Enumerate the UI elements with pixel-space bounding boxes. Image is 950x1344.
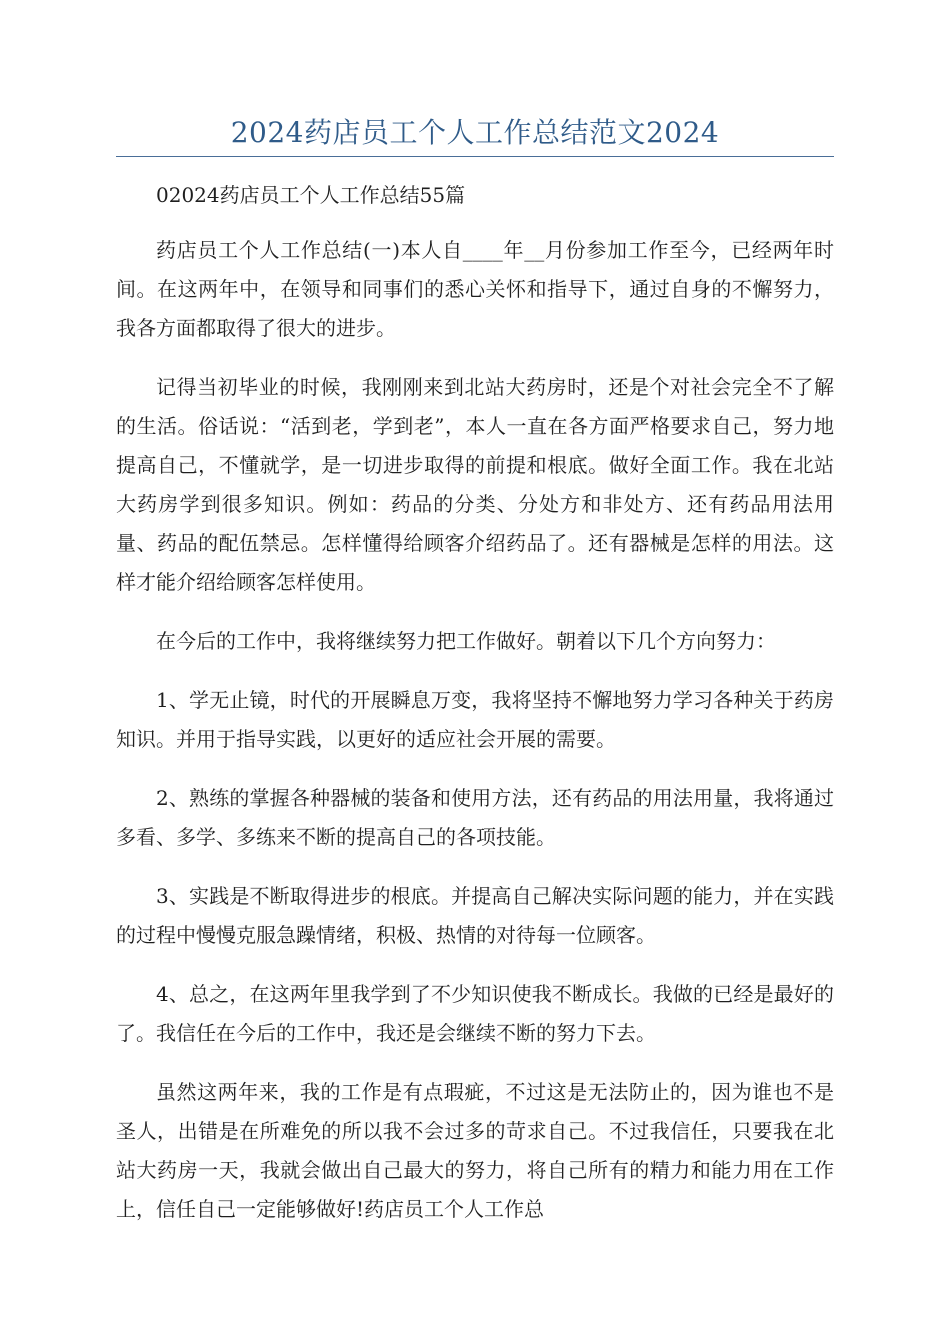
- paragraph-conclusion: 虽然这两年来，我的工作是有点瑕疵，不过这是无法防止的，因为谁也不是圣人，出错是在所难免的所以我不会过多的苛求自己。不过我信任，只要我在北站大药房一天，我就会做出自己最大的努力，将自己所有的精力和能力用在工作上，信任自己一定能够做好!药店员工个人工作总: [116, 1080, 834, 1221]
- paragraph-point-1: 1、学无止镜，时代的开展瞬息万变，我将坚持不懈地努力学习各种关于药房知识。并用于指导实践，以更好的适应社会开展的需要。: [116, 688, 834, 751]
- document-title: 2024药店员工个人工作总结范文2024: [230, 116, 720, 149]
- document-body: [116, 176, 834, 1249]
- paragraph-point-4: 4、总之，在这两年里我学到了不少知识使我不断成长。我做的已经是最好的了。我信任在今后的工作中，我还是会继续不断的努力下去。: [116, 982, 834, 1045]
- title-block: [116, 112, 834, 157]
- paragraph-point-2: 2、熟练的掌握各种器械的装备和使用方法，还有药品的用法用量，我将通过多看、多学、多练来不断的提高自己的各项技能。: [116, 786, 834, 849]
- paragraph-memory: 记得当初毕业的时候，我刚刚来到北站大药房时，还是个对社会完全不了解的生活。俗话说：“活到老，学到老”，本人一直在各方面严格要求自己，努力地提高自己，不懂就学，是一切进步取得的前提和根底。做好全面工作。我在北站大药房学到很多知识。例如：药品的分类、分处方和非处方、还有药品用法用量、药品的配伍禁忌。怎样懂得给顾客介绍药品了。还有器械是怎样的用法。这样才能介绍给顾客怎样使用。: [116, 375, 834, 594]
- paragraph-point-3: 3、实践是不断取得进步的根底。并提高自己解决实际问题的能力，并在实践的过程中慢慢克服急躁情绪，积极、热情的对待每一位顾客。: [116, 884, 834, 947]
- paragraph-intro: 药店员工个人工作总结(一)本人自____年__月份参加工作至今，已经两年时间。在这两年中，在领导和同事们的悉心关怀和指导下，通过自身的不懈努力，我各方面都取得了很大的进步。: [116, 238, 834, 340]
- paragraph-future-plan: 在今后的工作中，我将继续努力把工作做好。朝着以下几个方向努力：: [156, 629, 776, 653]
- document-subtitle: 02024药店员工个人工作总结55篇: [156, 183, 466, 207]
